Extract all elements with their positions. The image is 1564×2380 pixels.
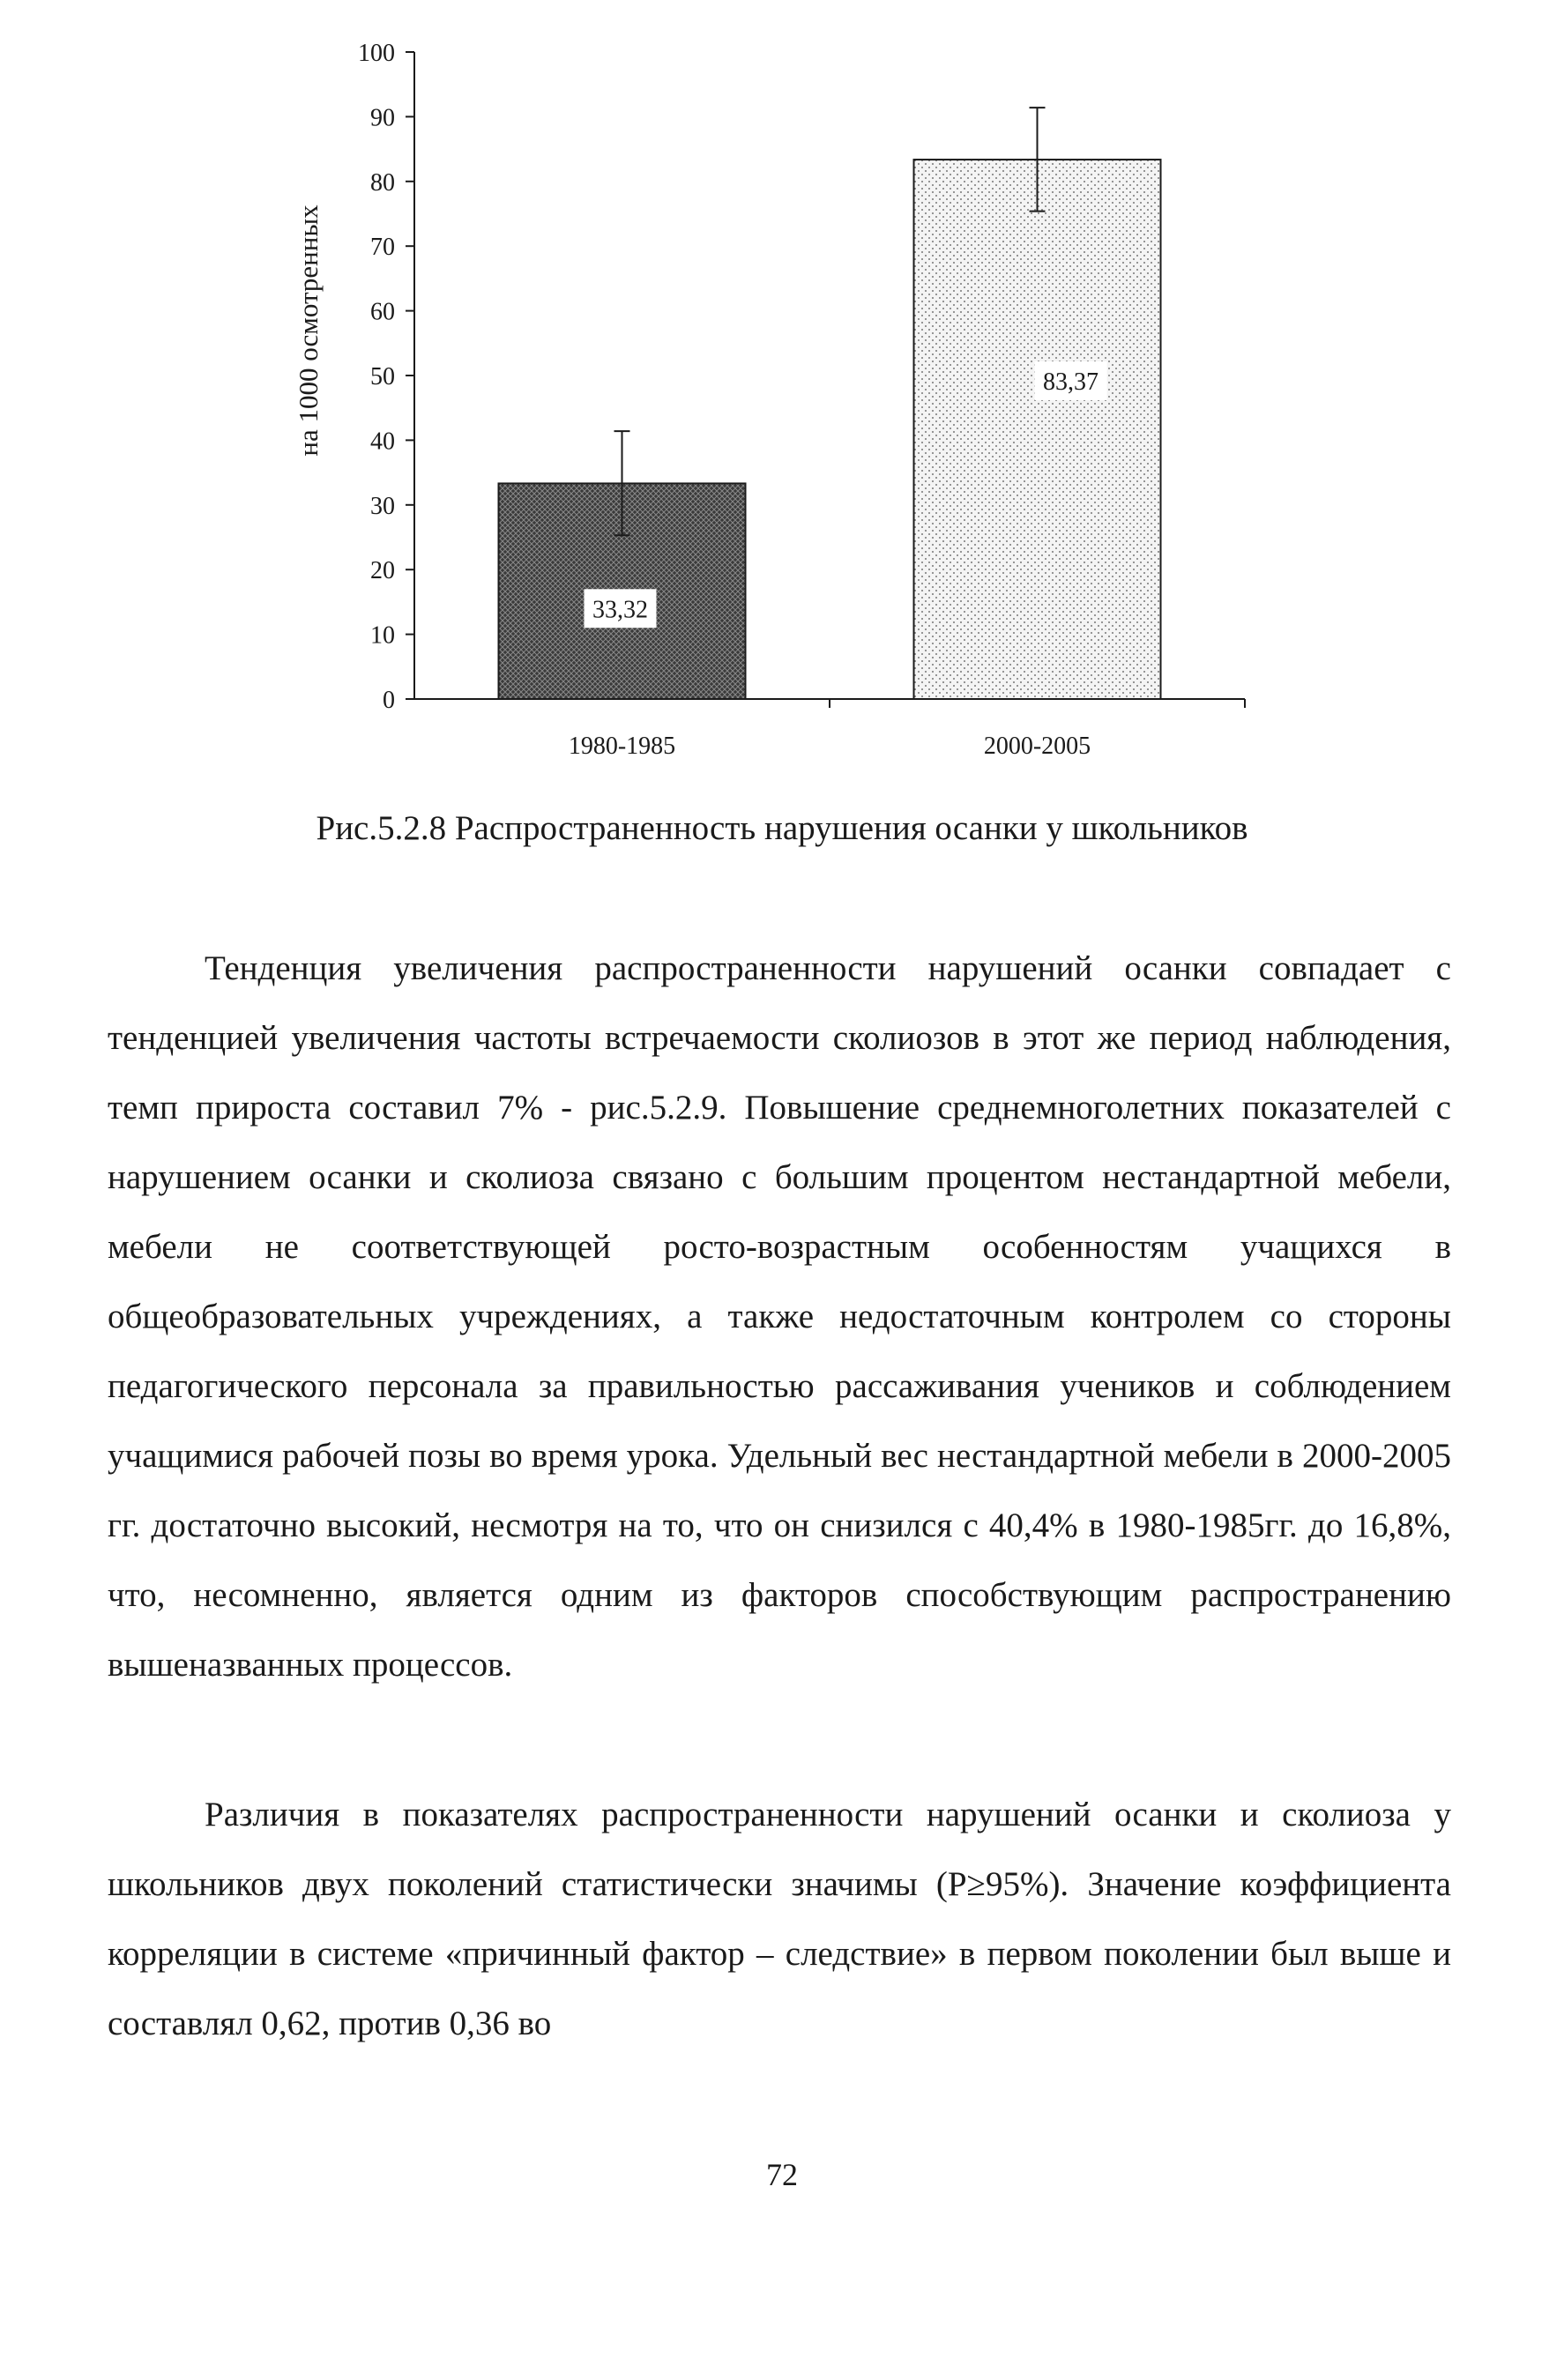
x-tick-label: 2000-2005 xyxy=(983,733,1091,760)
page-number: 72 xyxy=(766,2157,798,2192)
x-tick-label: 1980-1985 xyxy=(568,733,676,760)
y-tick-label: 100 xyxy=(358,40,395,67)
y-tick-label: 50 xyxy=(370,363,395,390)
bar-chart xyxy=(264,18,1287,793)
data-label: 83,37 xyxy=(1043,368,1099,396)
paragraph: Тенденция увеличения распространенности нарушений осанки совпадает с тенденцией увеличения частоты встречаемости сколиозов в этот же период наблюдения, темп прироста составил 7% - рис.5.2.9. Повышение среднемноголетних показателей с нарушением осанки и сколиоза связано с большим процентом нестандартной мебели, мебели не соответствующей росто-возрастным особенностям учащихся в общеобразовательных учреждениях, а также недостаточным контролем со стороны педагогического персонала за правильностью рассаживания учеников и соблюдением учащимися рабочей позы во время урока. Удельный вес нестандартной мебели в 2000-2005 гг. достаточно высокий, несмотря на то, что он снизился с 40,4% в 1980-1985гг. до 16,8%, что, несомненно, является одним из факторов способствующим распространению вышеназванных процессов. xyxy=(108,949,1451,1684)
y-tick-label: 90 xyxy=(370,104,395,132)
y-tick-label: 60 xyxy=(370,298,395,326)
y-tick-label: 10 xyxy=(370,621,395,650)
bar-2000-2005 xyxy=(914,160,1161,699)
y-tick-label: 40 xyxy=(370,428,395,456)
y-tick-label: 30 xyxy=(370,492,395,520)
y-tick-label: 20 xyxy=(370,557,395,585)
figure-caption: Рис.5.2.8 Распространенность нарушения осанки у школьников xyxy=(316,809,1248,847)
data-label: 33,32 xyxy=(592,596,648,624)
paragraph: Различия в показателях распространенности нарушений осанки и сколиоза у школьников двух поколений статистически значимы (Р≥95%). Значение коэффициента корреляции в системе «причинный фактор – следствие» в первом поколении был выше и составлял 0,62, против 0,36 во xyxy=(108,1796,1451,2042)
y-tick-label: 70 xyxy=(370,234,395,262)
y-tick-label: 80 xyxy=(370,168,395,197)
y-tick-label: 0 xyxy=(383,687,395,714)
y-axis-label: на 1000 осмотренных xyxy=(293,205,324,457)
